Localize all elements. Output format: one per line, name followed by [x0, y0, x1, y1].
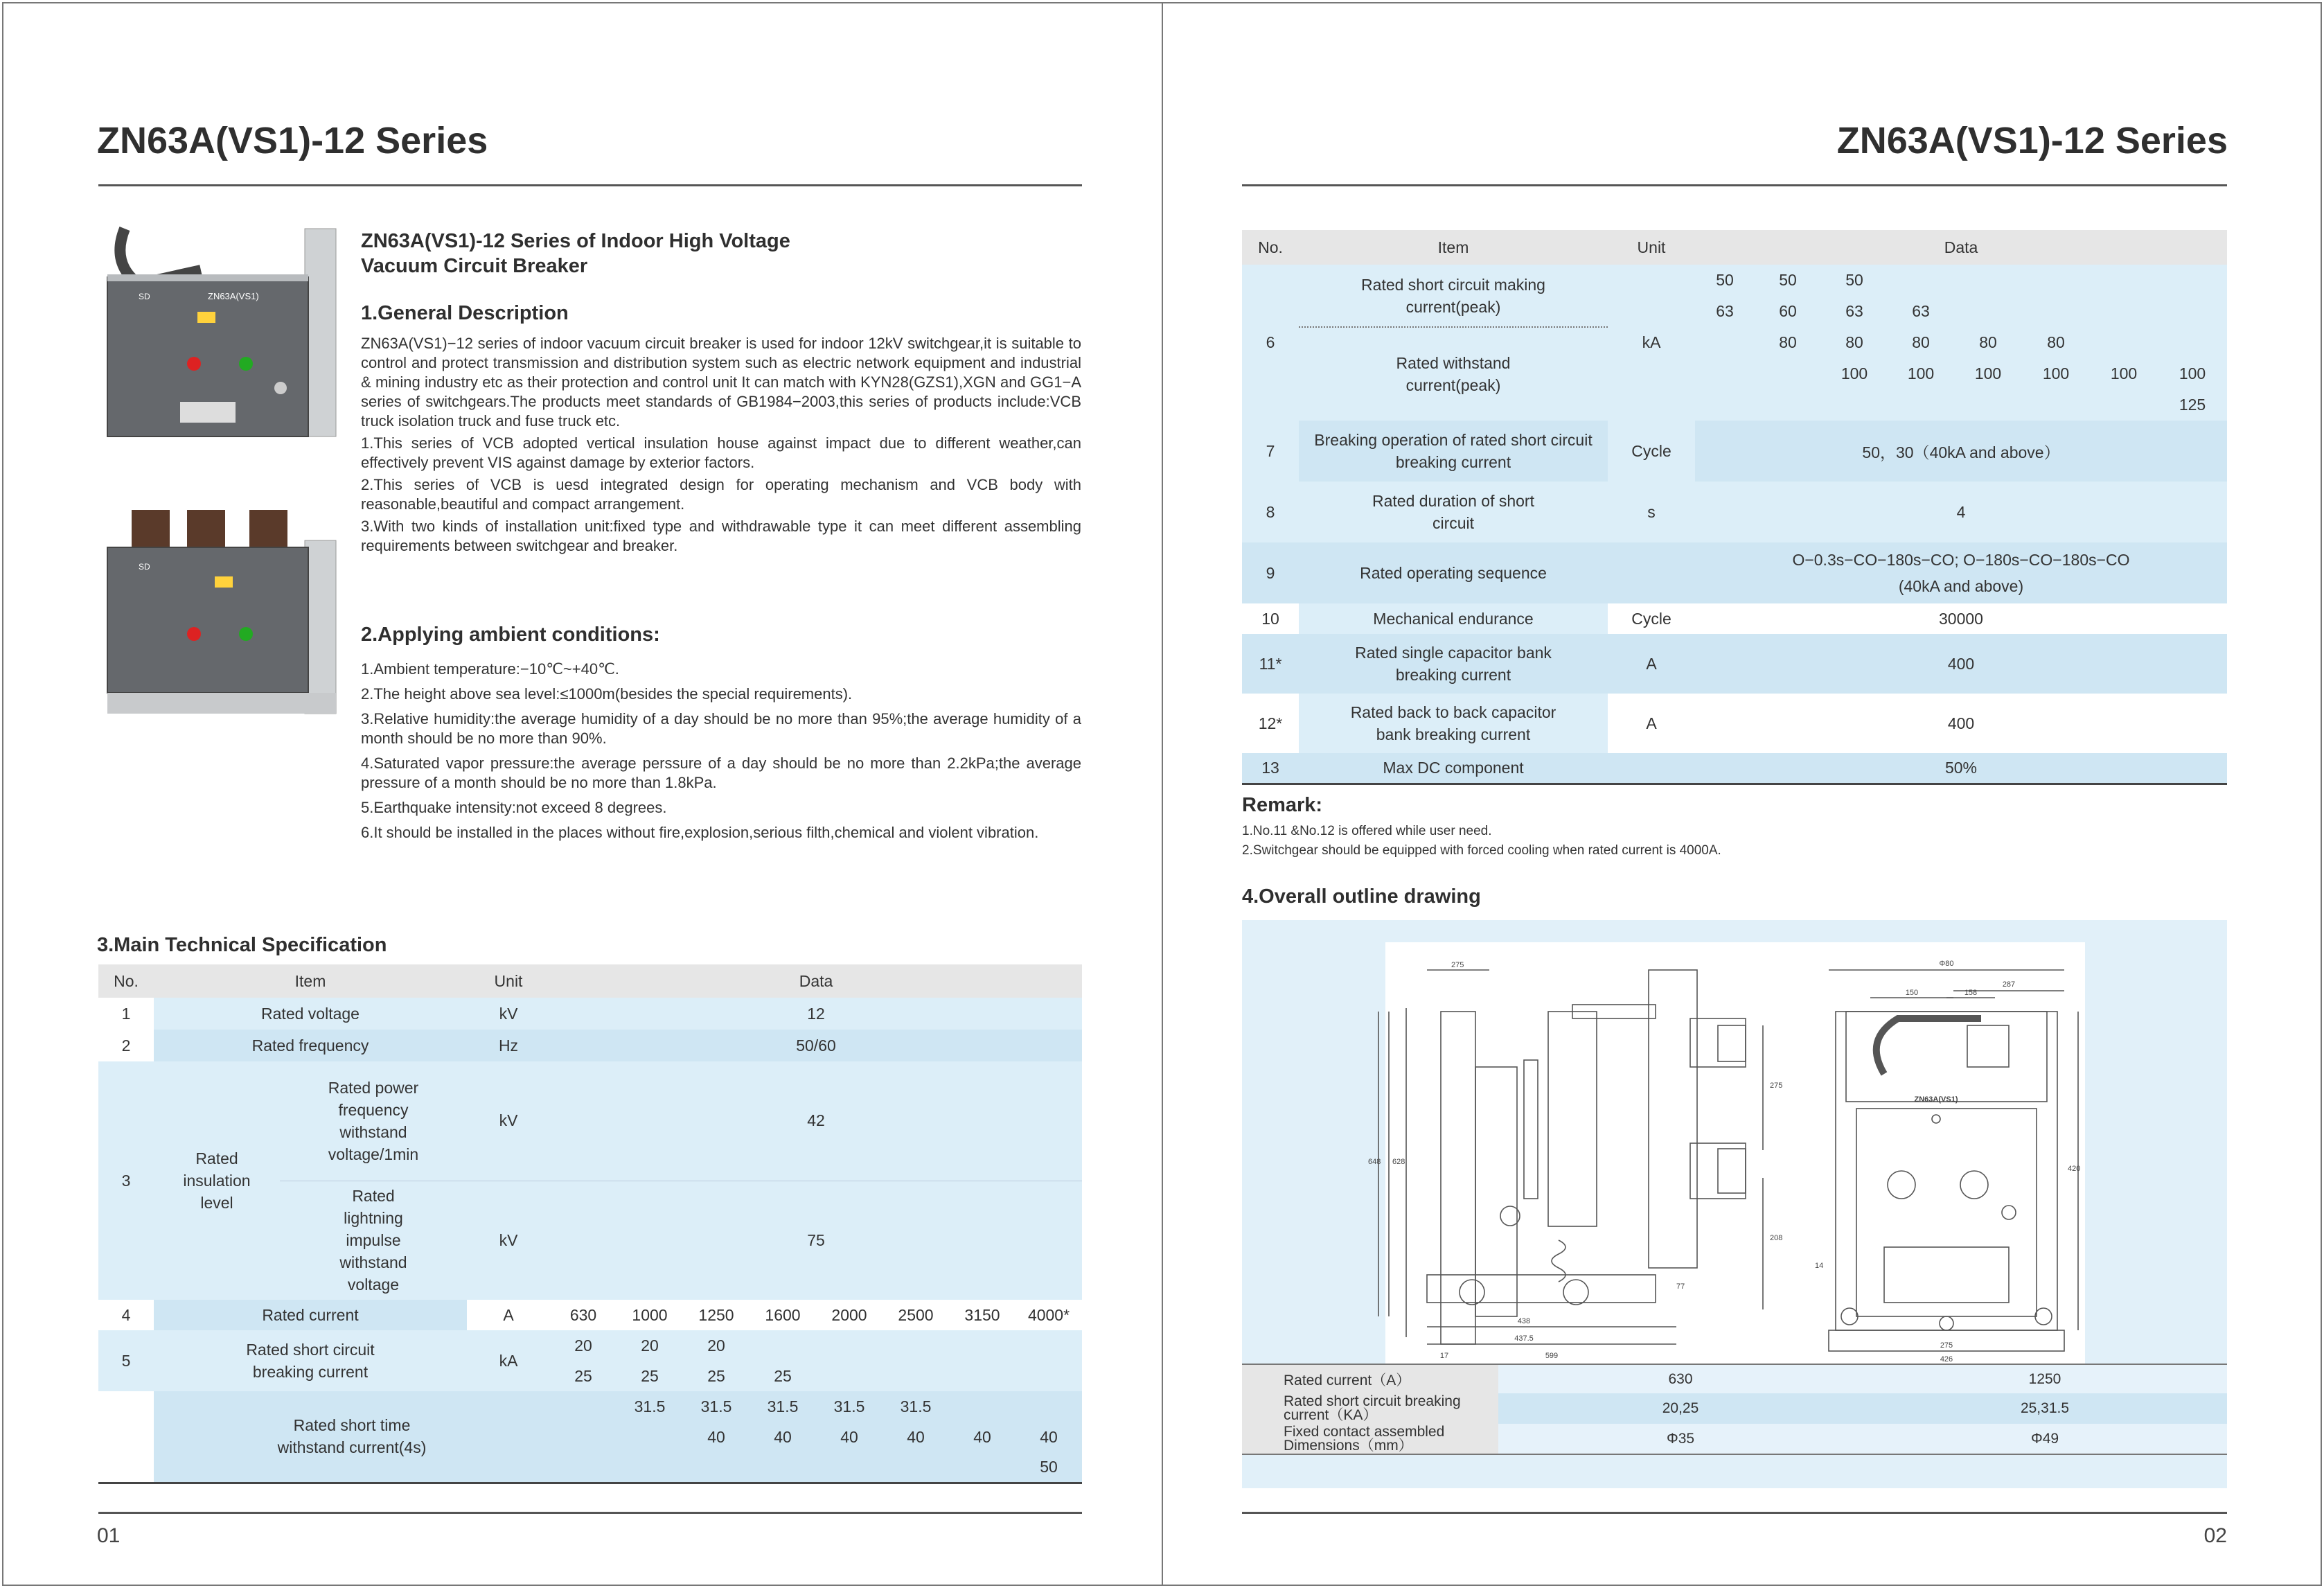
- row-no: 5: [121, 1351, 131, 1370]
- dims-value: 25,31.5: [1863, 1393, 2227, 1424]
- making-value: 80: [1779, 333, 1797, 351]
- remark-line: 2.Switchgear should be equipped with forced cooling when rated current is 4000A.: [1242, 843, 1721, 858]
- row-no: 4: [121, 1305, 131, 1324]
- sequence-line2: (40kA and above): [1898, 577, 2024, 595]
- withstand-value: 31.5: [700, 1397, 732, 1415]
- making-value: 125: [2179, 396, 2206, 414]
- remark-line: 1.No.11 &No.12 is offered while user need.: [1242, 824, 1492, 838]
- breaker-photo-withdrawable: [97, 499, 339, 721]
- making-value: 80: [1912, 333, 1930, 351]
- left-title-rule: [98, 184, 1082, 186]
- current-value: 1250: [698, 1305, 734, 1324]
- dim-label: 420: [2068, 1165, 2081, 1173]
- breaking-value: 25: [641, 1366, 659, 1385]
- row-group: Rated insulation level: [183, 1149, 251, 1212]
- dimensions-table: [1242, 1364, 2227, 1455]
- remark-lines: [1242, 822, 1721, 861]
- dim-label: 158: [1964, 989, 1978, 997]
- dims-value: 630: [1498, 1364, 1863, 1393]
- breaking-value: 20: [574, 1336, 592, 1355]
- row-item: Rated short time withstand current(4s): [277, 1416, 427, 1457]
- table-row: [1242, 265, 2227, 296]
- row-item: Rated voltage: [261, 1004, 360, 1023]
- row-unit: Cycle: [1608, 421, 1695, 482]
- row-data: 50，30（40kA and above）: [1695, 421, 2227, 482]
- table-row: [98, 1330, 1082, 1361]
- breaking-value: 25: [707, 1366, 725, 1385]
- right-spec-table: [1242, 230, 2227, 785]
- table-row: [98, 1061, 1082, 1181]
- row-no: 9: [1266, 563, 1275, 582]
- table-row: [1242, 1393, 2227, 1424]
- making-value: 80: [1979, 333, 1997, 351]
- dims-value: Φ35: [1498, 1424, 1863, 1454]
- dim-label: 287: [2002, 980, 2016, 989]
- row-no: 10: [1242, 603, 1299, 634]
- row-data: 30000: [1695, 603, 2227, 634]
- dim-label: 628: [1392, 1158, 1405, 1166]
- product-title-line1: ZN63A(VS1)-12 Series of Indoor High Voltage: [361, 230, 790, 252]
- breaking-value: 25: [574, 1366, 592, 1385]
- dim-label: 438: [1517, 1317, 1531, 1325]
- row-data: 400: [1947, 654, 1975, 673]
- current-value: 3150: [964, 1305, 1000, 1324]
- outline-drawing-heading: 4.Overall outline drawing: [1242, 885, 1481, 908]
- row-item: Rated single capacitor bank breaking current: [1355, 644, 1552, 684]
- making-value: 63: [1845, 302, 1863, 320]
- row-data: 400: [1695, 694, 2227, 753]
- row-unit: [1608, 542, 1695, 603]
- row-no: 1: [98, 998, 154, 1030]
- row-unit: kV: [499, 1004, 518, 1023]
- col-header-no: No.: [1258, 238, 1283, 256]
- withstand-value: 31.5: [767, 1397, 799, 1415]
- withstand-value: 31.5: [900, 1397, 932, 1415]
- dims-label: Rated current（A）: [1242, 1364, 1498, 1393]
- row-unit: kA: [1642, 333, 1661, 351]
- dim-label: 275: [1770, 1082, 1783, 1090]
- breaking-value: 20: [707, 1336, 725, 1355]
- dims-label: Fixed contact assembled Dimensions（mm）: [1242, 1424, 1498, 1454]
- making-value: 50: [1716, 271, 1734, 289]
- row-unit: A: [1608, 694, 1695, 753]
- making-value: 63: [1716, 302, 1734, 320]
- spec-heading: 3.Main Technical Specification: [97, 934, 387, 956]
- table-row: [1242, 327, 2227, 358]
- row-item: Rated withstand current(peak): [1396, 354, 1511, 394]
- row-no: 3: [121, 1171, 131, 1190]
- row-no: 7: [1242, 421, 1299, 482]
- row-no: 11*: [1259, 654, 1282, 673]
- current-value: 1000: [632, 1305, 668, 1324]
- table-row: [1242, 542, 2227, 603]
- row-unit: [1608, 753, 1695, 784]
- dim-label: 275: [1451, 961, 1464, 969]
- ambient-item: 6.It should be installed in the places without fire,explosion,serious filth,chemical and violent vibration.: [361, 824, 1039, 841]
- col-header-data: Data: [799, 971, 833, 990]
- row-no: 8: [1266, 502, 1275, 521]
- outline-drawing-svg: [1368, 942, 2085, 1365]
- ambient-item: 2.The height above sea level:≤1000m(besides the special requirements).: [361, 685, 853, 703]
- breaker-photo-fixed: [97, 222, 339, 443]
- row-no: 6: [1266, 333, 1275, 351]
- dim-label: 275: [1940, 1341, 1953, 1350]
- row-item: Rated frequency: [251, 1036, 369, 1055]
- withstand-value: 40: [774, 1427, 792, 1446]
- photo-model: ZN63A(VS1): [208, 291, 259, 301]
- current-value: 1600: [765, 1305, 801, 1324]
- ambient-item: 4.Saturated vapor pressure:the average perssure of a day should be no more than 2.2kPa;the average pressure of a month should be no more than 1.8kPa.: [361, 755, 1081, 791]
- row-item: Max DC component: [1383, 758, 1524, 777]
- table-row: [1242, 634, 2227, 694]
- general-paragraph: 2.This series of VCB is uesd integrated design for operating mechanism and VCB body with reasonable,beautiful and compact arrangement.: [361, 476, 1081, 513]
- making-value: 50: [1779, 271, 1797, 289]
- ambient-item: 1.Ambient temperature:−10℃~+40℃.: [361, 660, 619, 678]
- row-sub-item: Rated power frequency withstand voltage/1min: [280, 1061, 467, 1181]
- row-data: 4: [1956, 502, 1966, 521]
- right-series-title: ZN63A(VS1)-12 Series: [1836, 120, 2228, 161]
- dim-label: 17: [1439, 1352, 1449, 1360]
- making-value: 100: [2110, 364, 2138, 382]
- dim-label: 14: [1815, 1262, 1824, 1270]
- remark-heading: Remark:: [1242, 794, 1323, 816]
- row-data: 12: [807, 1004, 825, 1023]
- dim-label: 437.5: [1514, 1334, 1534, 1343]
- row-item: Rated current: [154, 1300, 467, 1330]
- breaking-value: 25: [774, 1366, 792, 1385]
- table-row: [98, 998, 1082, 1030]
- col-header-no: No.: [114, 971, 139, 990]
- dim-label: 150: [1905, 989, 1919, 997]
- right-footer-rule: [1242, 1512, 2227, 1514]
- row-no: 13: [1261, 758, 1279, 777]
- table-row: [98, 1030, 1082, 1061]
- withstand-value: 40: [907, 1427, 925, 1446]
- row-unit: kV: [499, 1230, 518, 1249]
- withstand-value: 40: [973, 1427, 991, 1446]
- current-value: 630: [569, 1305, 597, 1324]
- row-item: Rated short circuit making current(peak): [1299, 265, 1608, 327]
- general-paragraph: 1.This series of VCB adopted vertical insulation house against impact due to different weather,can effectively prevent VIS against damage by exterior factors.: [361, 434, 1081, 471]
- row-item: Rated short circuit breaking current: [246, 1341, 375, 1381]
- row-unit: kA: [499, 1351, 518, 1370]
- dim-label: Φ80: [1939, 960, 1954, 968]
- ambient-item: 5.Earthquake intensity:not exceed 8 degrees.: [361, 799, 667, 816]
- product-title: [361, 229, 790, 279]
- sequence-line1: O−0.3s−CO−180s−CO; O−180s−CO−180s−CO: [1792, 551, 2130, 569]
- row-data: 42: [550, 1061, 1082, 1181]
- making-value: 100: [2179, 364, 2206, 382]
- dim-label: 77: [1676, 1282, 1685, 1291]
- row-unit: Hz: [498, 1036, 519, 1055]
- row-unit: A: [503, 1305, 514, 1324]
- table-row: [1242, 1364, 2227, 1393]
- table-row: [98, 1300, 1082, 1330]
- general-description-heading: 1.General Description: [361, 302, 569, 324]
- table-row: [1242, 1424, 2227, 1454]
- current-value: 2000: [831, 1305, 867, 1324]
- row-item: Rated back to back capacitor bank breaking current: [1350, 703, 1556, 743]
- row-item: Rated duration of short circuit: [1372, 492, 1534, 532]
- row-item: Mechanical endurance: [1373, 609, 1534, 628]
- dim-label: 599: [1545, 1352, 1559, 1360]
- making-value: 100: [1840, 364, 1868, 382]
- col-header-unit: Unit: [1637, 238, 1666, 256]
- row-no: 12*: [1242, 694, 1299, 753]
- withstand-value: 50: [1040, 1457, 1058, 1476]
- col-header-item: Item: [294, 971, 326, 990]
- dims-value: 1250: [1863, 1364, 2227, 1393]
- right-page-number: 02: [2203, 1524, 2227, 1547]
- left-page-number: 01: [97, 1524, 121, 1547]
- row-unit: s: [1647, 502, 1656, 521]
- col-header-item: Item: [1437, 238, 1469, 256]
- current-value: 2500: [898, 1305, 934, 1324]
- row-sub-item: Rated lightning impulse withstand voltage: [339, 1187, 407, 1294]
- row-data: 50/60: [796, 1036, 836, 1055]
- row-data: 75: [807, 1230, 825, 1249]
- row-no: 2: [98, 1030, 154, 1061]
- svg-text:SD: SD: [139, 562, 150, 572]
- making-value: 60: [1779, 302, 1797, 320]
- row-item: Rated operating sequence: [1360, 563, 1547, 582]
- table-row: [98, 1391, 1082, 1422]
- left-footer-rule: [98, 1512, 1082, 1514]
- table-row: [1242, 482, 2227, 542]
- withstand-value: 40: [840, 1427, 858, 1446]
- dim-label: 648: [1368, 1158, 1381, 1166]
- left-series-title: ZN63A(VS1)-12 Series: [97, 120, 488, 161]
- dims-label: Rated short circuit breaking current（KA）: [1242, 1393, 1498, 1424]
- ambient-conditions-heading: 2.Applying ambient conditions:: [361, 624, 660, 646]
- withstand-value: 40: [707, 1427, 725, 1446]
- general-paragraph: 3.With two kinds of installation unit:fixed type and withdrawable type it can meet different assembling requirements between switchgear and breaker.: [361, 518, 1081, 554]
- making-value: 100: [2042, 364, 2070, 382]
- dim-label: 208: [1770, 1234, 1783, 1242]
- dims-value: 20,25: [1498, 1393, 1863, 1424]
- col-header-data: Data: [1944, 238, 1978, 256]
- row-item: Breaking operation of rated short circuit breaking current: [1299, 421, 1608, 482]
- photo-logo: SD: [139, 292, 150, 301]
- making-value: 50: [1845, 271, 1863, 289]
- ambient-item: 3.Relative humidity:the average humidity of a day should be no more than 95%;the average humidity of a month should be no more than 90%.: [361, 710, 1081, 747]
- table-row: [1242, 603, 2227, 634]
- main-spec-table: [98, 964, 1082, 1484]
- making-value: 80: [2047, 333, 2065, 351]
- withstand-value: 31.5: [833, 1397, 865, 1415]
- withstand-value: 31.5: [634, 1397, 666, 1415]
- making-value: 100: [1907, 364, 1935, 382]
- making-value: 63: [1912, 302, 1930, 320]
- breaking-value: 20: [641, 1336, 659, 1355]
- current-value: 4000*: [1027, 1305, 1070, 1324]
- dim-label: 426: [1940, 1355, 1953, 1364]
- ambient-conditions-list: [361, 660, 1081, 848]
- making-value: 100: [1974, 364, 2002, 382]
- product-title-line2: Vacuum Circuit Breaker: [361, 255, 588, 277]
- table-row: [1242, 421, 2227, 482]
- row-unit: Cycle: [1608, 603, 1695, 634]
- general-description-text: [361, 334, 1081, 558]
- making-value: 80: [1845, 333, 1863, 351]
- right-title-rule: [1242, 184, 2227, 186]
- table-row: [1242, 694, 2227, 753]
- drawing-model-label: ZN63A(VS1): [1914, 1095, 1958, 1104]
- row-data: 50%: [1944, 758, 1978, 777]
- row-unit: A: [1646, 654, 1657, 673]
- general-paragraph: ZN63A(VS1)−12 series of indoor vacuum circuit breaker is used for indoor 12kV switchgear,it is suitable to control and protect transmission and distribution system such as electric network equipment and industrial & mining industry etc as their protection and control unit It can match with KYN28(GZS1),XGN and GG1−A series of switchgears.The products meet standards of GB1984−2003,this series of products include:VCB truck isolation truck and fuse truck etc.: [361, 335, 1081, 430]
- withstand-value: 40: [1040, 1427, 1058, 1446]
- dims-value: Φ49: [1863, 1424, 2227, 1454]
- table-row: [1242, 753, 2227, 784]
- row-unit: kV: [467, 1061, 550, 1181]
- col-header-unit: Unit: [494, 971, 523, 990]
